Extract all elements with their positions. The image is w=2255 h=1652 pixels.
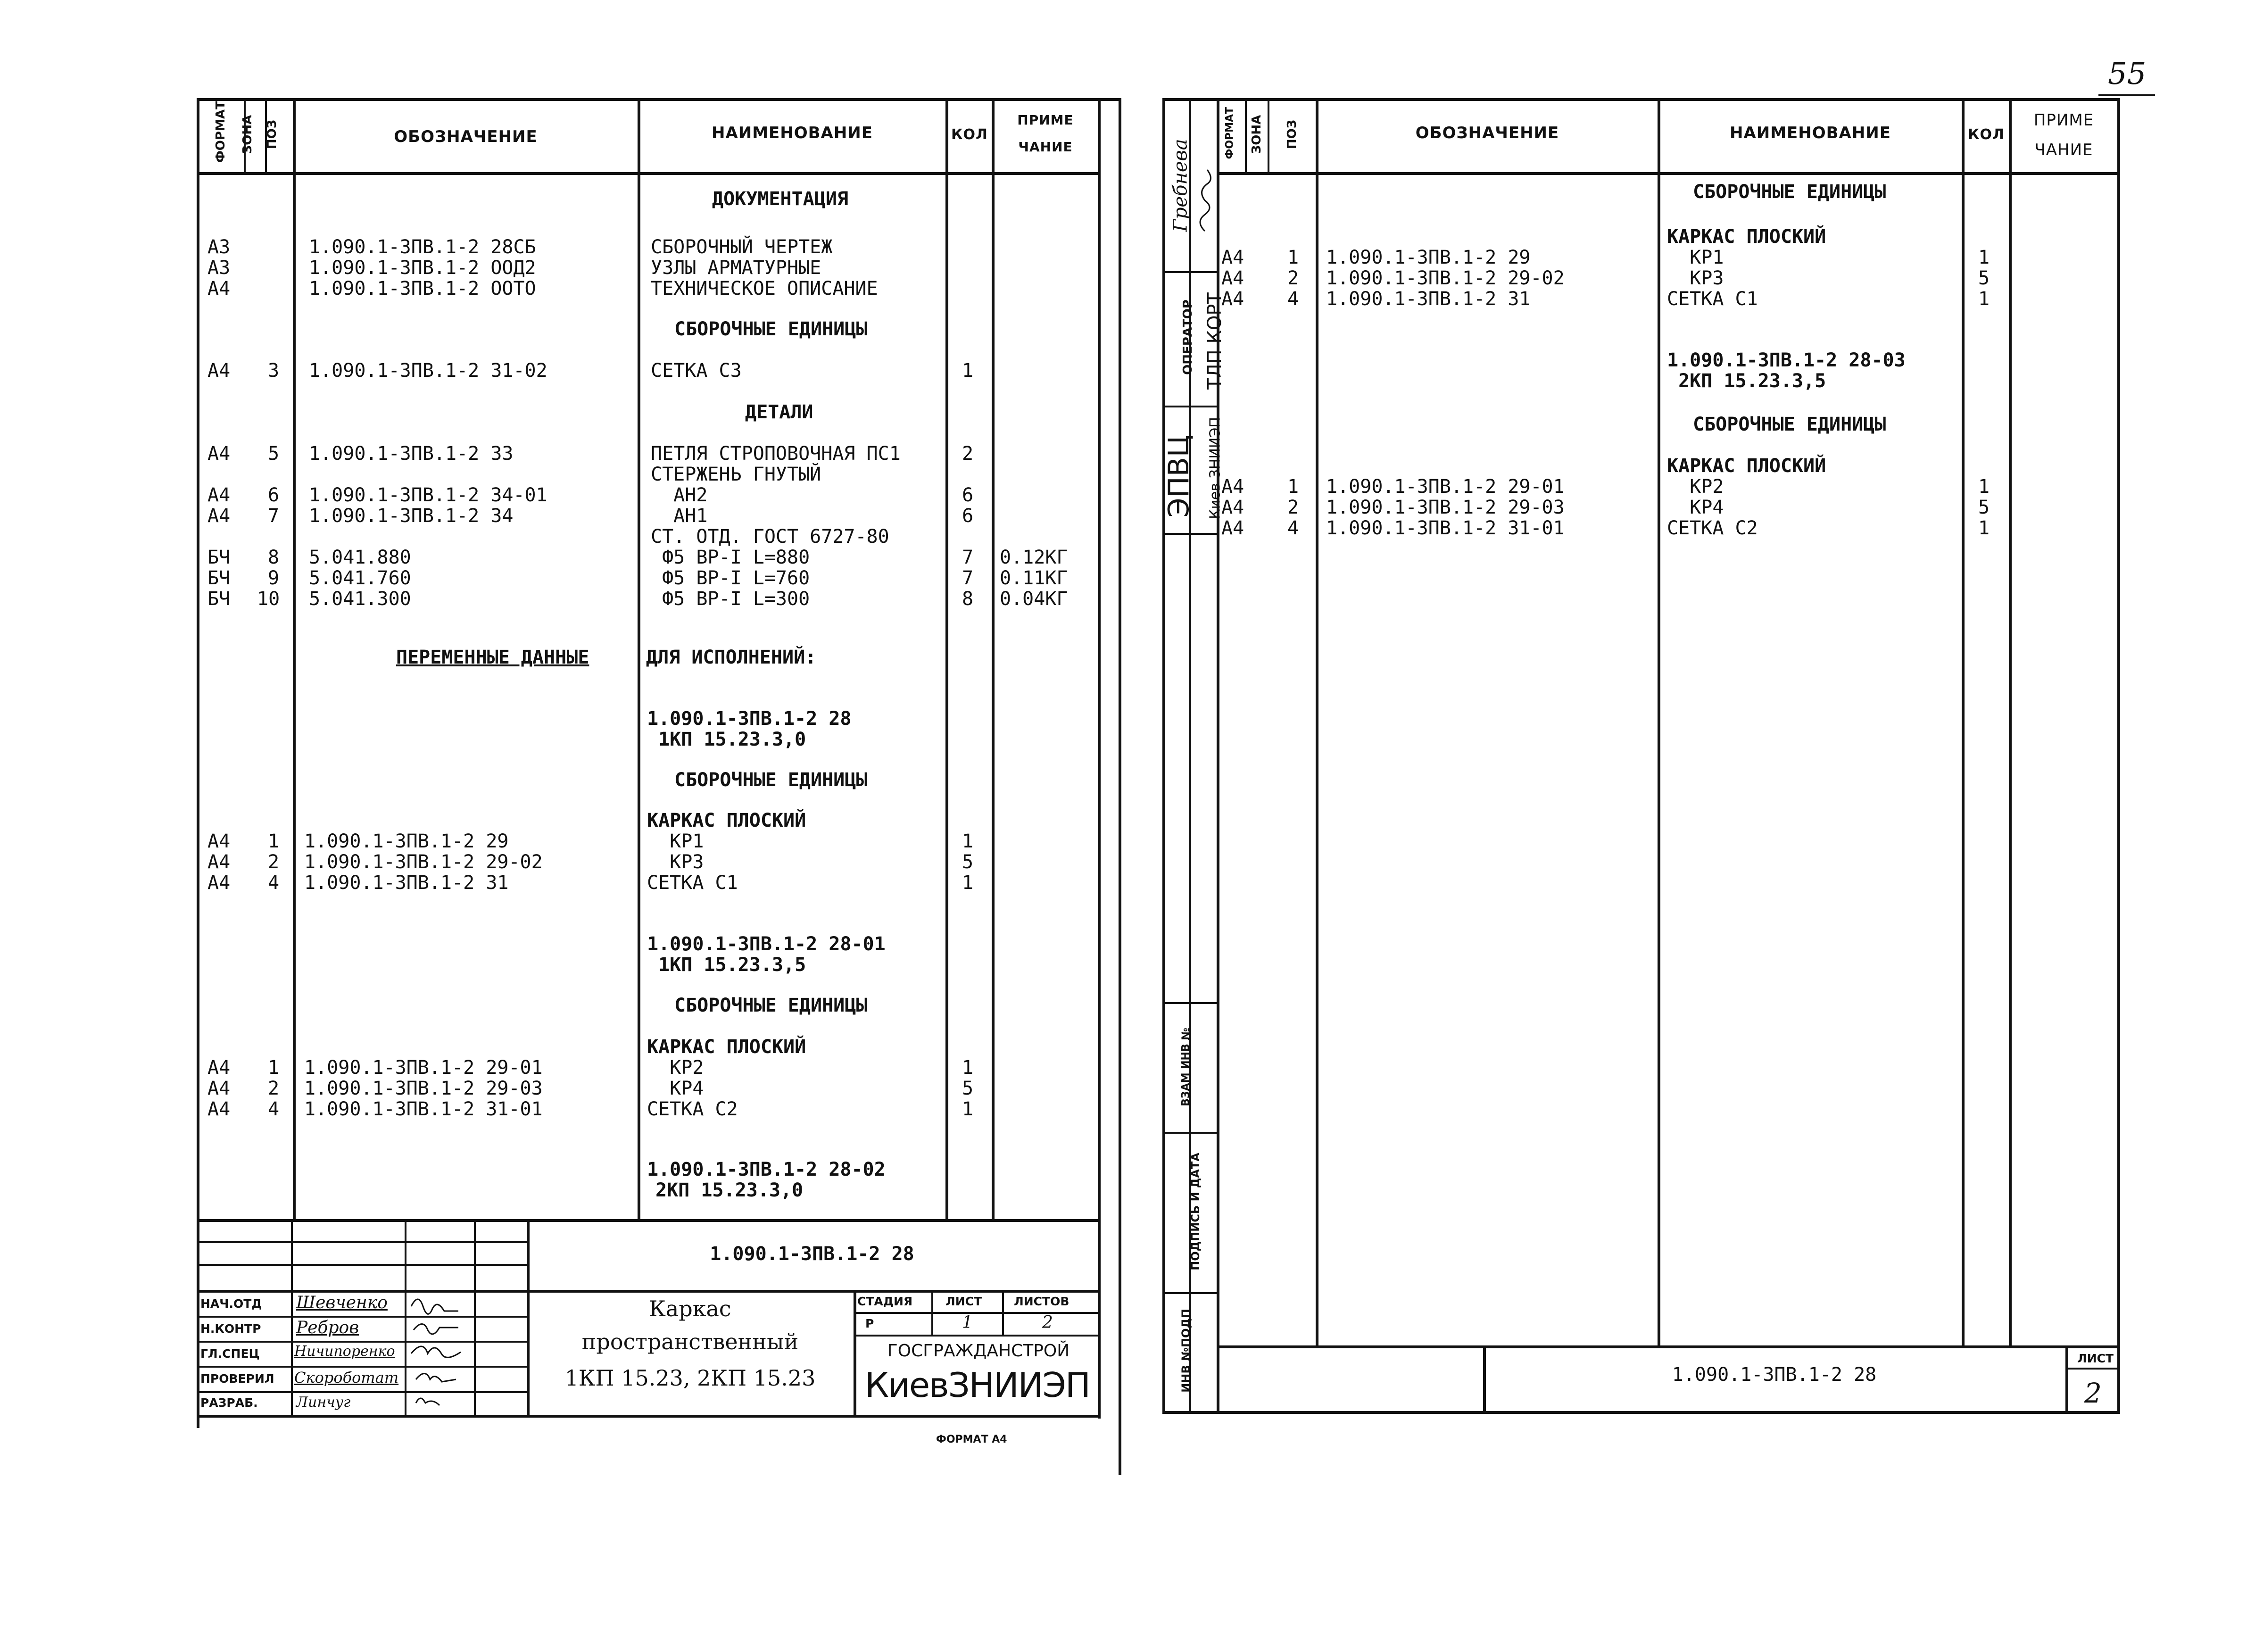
s1-name: 1.090.1-3ПВ.1-2 28-02	[647, 1159, 886, 1180]
s1-designation: 1.090.1-3ПВ.1-2 29-03	[304, 1078, 543, 1099]
s1-format: А4	[207, 505, 231, 527]
s1-name: ДЛЯ ИСПОЛНЕНИЙ:	[646, 647, 817, 668]
s2-sheet-number: 2	[2084, 1377, 2102, 1409]
s1-format: А3	[207, 257, 231, 279]
s1-designation: 1.090.1-3ПВ.1-2 ООТО	[309, 278, 536, 299]
s2-format: А4	[1221, 476, 1244, 498]
stamp-signature	[1193, 160, 1216, 236]
s1-pos: 4	[268, 872, 280, 894]
s1-name: Ф5 ВР-I L=880	[651, 547, 810, 568]
s2-name: КР1	[1667, 247, 1724, 268]
header-designation: ОБОЗНАЧЕНИЕ	[394, 127, 538, 146]
product-line-2: пространственный	[581, 1329, 799, 1354]
s2-qty: 1	[1978, 288, 1990, 310]
signer-1: Ребров	[296, 1318, 359, 1337]
stamp-operator-value: ТЛП КОРТ	[1204, 292, 1226, 390]
signer-3: Скороботат	[294, 1369, 399, 1386]
s1-qty: 5	[962, 851, 974, 873]
product-line-3: 1КП 15.23, 2КП 15.23	[564, 1365, 816, 1391]
s1-designation: 1.090.1-3ПВ.1-2 28СБ	[309, 236, 536, 258]
s2-header-qty: КОЛ	[1968, 126, 2005, 143]
signature-2	[411, 1346, 461, 1357]
s1-name: Ф5 ВР-I L=300	[651, 588, 810, 610]
s1-pos: 8	[268, 547, 280, 568]
s2-format: А4	[1221, 288, 1244, 310]
sheets-value: 2	[1042, 1313, 1053, 1332]
s1-qty: 5	[962, 1078, 974, 1099]
s1-qty: 1	[962, 872, 974, 894]
s1-name: АН2	[651, 484, 708, 506]
s1-designation: 5.041.880	[309, 547, 411, 568]
s1-format: БЧ	[207, 588, 231, 610]
s2-name: СБОРОЧНЫЕ ЕДИНИЦЫ	[1693, 414, 1886, 435]
s1-qty: 1	[962, 360, 974, 382]
s2-pos: 2	[1287, 267, 1299, 289]
s2-sheet-label: ЛИСТ	[2077, 1352, 2114, 1365]
s2-qty: 1	[1978, 517, 1990, 539]
role-4: РАЗРАБ.	[200, 1396, 258, 1410]
header-zone: ЗОНА	[240, 115, 255, 154]
s1-note: 0.12КГ	[1000, 547, 1068, 568]
s2-designation: 1.090.1-3ПВ.1-2 31	[1326, 288, 1531, 310]
s1-name: КР3	[647, 851, 704, 873]
s1-format: А4	[207, 278, 231, 299]
s1-designation: 1.090.1-3ПВ.1-2 29-02	[304, 851, 543, 873]
s1-name: КАРКАС ПЛОСКИЙ	[647, 810, 806, 831]
format-label: ФОРМАТ А4	[936, 1434, 1007, 1445]
s1-name: СЕТКА С3	[651, 360, 742, 382]
s1-designation: 1.090.1-3ПВ.1-2 29-01	[304, 1057, 543, 1079]
s1-name: ДЕТАЛИ	[745, 401, 813, 423]
s2-name: 1.090.1-3ПВ.1-2 28-03	[1667, 349, 1906, 371]
s1-designation: 1.090.1-3ПВ.1-2 31	[304, 872, 509, 894]
header-qty: КОЛ	[951, 126, 988, 143]
s2-qty: 5	[1978, 497, 1990, 518]
s1-qty: 8	[962, 588, 974, 610]
signer-4: Линчуг	[296, 1394, 351, 1411]
s1-format: А4	[207, 360, 231, 382]
stamp-center-sub: Киев ЗНИИЭП	[1207, 417, 1224, 519]
s2-designation: 1.090.1-3ПВ.1-2 29-01	[1326, 476, 1565, 498]
s2-name: СЕТКА С2	[1667, 517, 1758, 539]
stamp-name-1: Гребнева	[1169, 139, 1192, 232]
s1-name: Ф5 ВР-I L=760	[651, 567, 810, 589]
s1-name: УЗЛЫ АРМАТУРНЫЕ	[651, 257, 821, 279]
s1-qty: 1	[962, 830, 974, 852]
s2-designation: 1.090.1-3ПВ.1-2 31-01	[1326, 517, 1565, 539]
signer-0: Шевченко	[296, 1293, 388, 1312]
signer-2: Ничипоренко	[294, 1343, 395, 1360]
signature-1	[414, 1324, 458, 1334]
role-3: ПРОВЕРИЛ	[200, 1372, 274, 1386]
s1-format: А4	[207, 1078, 231, 1099]
s1-name: СТ. ОТД. ГОСТ 6727-80	[651, 526, 889, 548]
s2-designation: 1.090.1-3ПВ.1-2 29-03	[1326, 497, 1565, 518]
s1-pos: 9	[268, 567, 280, 589]
doc-code: 1.090.1-3ПВ.1-2 28	[710, 1243, 914, 1265]
s2-format: А4	[1221, 247, 1244, 268]
s1-name: СТЕРЖЕНЬ ГНУТЫЙ	[651, 464, 821, 485]
s1-designation: 1.090.1-3ПВ.1-2 34-01	[309, 484, 547, 506]
role-0: НАЧ.ОТД	[200, 1297, 262, 1311]
sheet-label: ЛИСТ	[945, 1295, 982, 1308]
s1-name: СЕТКА С2	[647, 1098, 738, 1120]
s1-designation: 1.090.1-3ПВ.1-2 34	[309, 505, 514, 527]
s1-name: 1КП 15.23.3,0	[647, 729, 806, 750]
s1-qty: 7	[962, 567, 974, 589]
signature-0	[411, 1299, 458, 1314]
s1-name: КР4	[647, 1078, 704, 1099]
s1-pos: 2	[268, 1078, 280, 1099]
s1-pos: 7	[268, 505, 280, 527]
s1-name: СБОРОЧНЫЙ ЧЕРТЕЖ	[651, 236, 833, 258]
s2-header-note-1: ПРИМЕ	[2033, 111, 2094, 130]
s1-qty: 2	[962, 443, 974, 465]
s2-name: СЕТКА С1	[1667, 288, 1758, 310]
s1-pos: 5	[268, 443, 280, 465]
s1-format: А4	[207, 1098, 231, 1120]
s1-name: 1.090.1-3ПВ.1-2 28-01	[647, 933, 886, 955]
s1-format: А3	[207, 236, 231, 258]
s1-name: 1.090.1-3ПВ.1-2 28	[647, 708, 852, 730]
s2-format: А4	[1221, 517, 1244, 539]
stamp-center: ЭПВЦ	[1162, 435, 1195, 518]
s2-format: А4	[1221, 267, 1244, 289]
s1-name: 2КП 15.23.3,0	[655, 1179, 804, 1201]
sheet-value: 1	[962, 1313, 973, 1332]
header-pos: ПОЗ	[265, 119, 279, 149]
stamp-operator-label: ОПЕРАТОР	[1181, 299, 1195, 375]
s2-qty: 1	[1978, 476, 1990, 498]
page-number: 55	[2108, 57, 2147, 91]
s1-name: АН1	[651, 505, 708, 527]
s2-header-designation: ОБОЗНАЧЕНИЕ	[1415, 124, 1559, 142]
s2-designation: 1.090.1-3ПВ.1-2 29-02	[1326, 267, 1565, 289]
s1-name: КР2	[647, 1057, 704, 1079]
org-line-2: КиевЗНИИЭП	[864, 1365, 1090, 1405]
s1-pos: 1	[268, 830, 280, 852]
s2-name: КАРКАС ПЛОСКИЙ	[1667, 226, 1826, 248]
s2-header-pos: ПОЗ	[1285, 119, 1299, 149]
s2-qty: 5	[1978, 267, 1990, 289]
s1-name: СБОРОЧНЫЕ ЕДИНИЦЫ	[674, 995, 868, 1016]
s1-pos: 10	[257, 588, 280, 610]
s2-name: КР4	[1667, 497, 1724, 518]
page-number-underline	[2098, 94, 2155, 96]
s1-name: ТЕХНИЧЕСКОЕ ОПИСАНИЕ	[651, 278, 878, 299]
sheets-label: ЛИСТОВ	[1014, 1295, 1069, 1308]
s1-qty: 1	[962, 1098, 974, 1120]
product-line-1: Каркас	[649, 1296, 731, 1321]
s2-pos: 4	[1287, 517, 1299, 539]
s1-designation: 1.090.1-3ПВ.1-2 33	[309, 443, 514, 465]
s1-name: КР1	[647, 830, 704, 852]
s1-name: СБОРОЧНЫЕ ЕДИНИЦЫ	[674, 769, 868, 791]
s1-qty: 7	[962, 547, 974, 568]
s2-header-name: НАИМЕНОВАНИЕ	[1729, 124, 1891, 142]
s1-name: СЕТКА С1	[647, 872, 738, 894]
signature-marks	[406, 1292, 473, 1415]
header-format: ФОРМАТ	[214, 101, 228, 163]
header-note-1: ПРИМЕ	[1017, 112, 1074, 128]
s1-pos: 1	[268, 1057, 280, 1079]
s1-designation: 5.041.300	[309, 588, 411, 610]
org-line-1: ГОСГРАЖДАНСТРОЙ	[887, 1341, 1070, 1361]
s1-qty: 6	[962, 484, 974, 506]
s2-header-zone: ЗОНА	[1250, 115, 1264, 154]
s2-doc-code: 1.090.1-3ПВ.1-2 28	[1672, 1364, 1877, 1386]
s1-format: БЧ	[207, 567, 231, 589]
s1-designation: 1.090.1-3ПВ.1-2 ООД2	[309, 257, 536, 279]
s1-designation: 1.090.1-3ПВ.1-2 29	[304, 830, 509, 852]
s1-format: А4	[207, 443, 231, 465]
s1-designation: ПЕРЕМЕННЫЕ ДАННЫЕ	[396, 647, 589, 668]
s1-name: ДОКУМЕНТАЦИЯ	[712, 188, 848, 210]
s1-format: А4	[207, 872, 231, 894]
s1-note: 0.04КГ	[1000, 588, 1068, 610]
header-note-2: ЧАНИЕ	[1018, 139, 1073, 155]
s1-format: А4	[207, 830, 231, 852]
s2-pos: 1	[1287, 247, 1299, 268]
s1-name: СБОРОЧНЫЕ ЕДИНИЦЫ	[674, 318, 868, 340]
s2-header-format: ФОРМАТ	[1224, 107, 1236, 159]
s1-name: ПЕТЛЯ СТРОПОВОЧНАЯ ПС1	[651, 443, 901, 465]
s1-qty: 1	[962, 1057, 974, 1079]
s1-format: А4	[207, 851, 231, 873]
signature-4	[416, 1398, 439, 1405]
signature-3	[416, 1374, 456, 1382]
s1-name: 1КП 15.23.3,5	[647, 954, 806, 976]
s1-pos: 4	[268, 1098, 280, 1120]
s2-header-note-2: ЧАНИЕ	[2034, 141, 2093, 159]
s1-format: А4	[207, 484, 231, 506]
s1-pos: 3	[268, 360, 280, 382]
s2-name: КР3	[1667, 267, 1724, 289]
stamp-inv: ИНВ №ПОДП	[1179, 1309, 1193, 1393]
s1-qty: 6	[962, 505, 974, 527]
s2-designation: 1.090.1-3ПВ.1-2 29	[1326, 247, 1531, 268]
role-1: Н.КОНТР	[200, 1322, 261, 1336]
role-2: ГЛ.СПЕЦ	[200, 1347, 260, 1361]
s2-name: КР2	[1667, 476, 1724, 498]
s2-pos: 4	[1287, 288, 1299, 310]
s2-name: СБОРОЧНЫЕ ЕДИНИЦЫ	[1693, 181, 1886, 203]
header-name: НАИМЕНОВАНИЕ	[711, 124, 873, 142]
s1-name: КАРКАС ПЛОСКИЙ	[647, 1036, 806, 1058]
s2-qty: 1	[1978, 247, 1990, 268]
s1-pos: 6	[268, 484, 280, 506]
s1-designation: 5.041.760	[309, 567, 411, 589]
stamp-podpis: ПОДПИСЬ И ДАТА	[1189, 1153, 1202, 1270]
s2-name: 2КП 15.23.3,5	[1667, 370, 1826, 392]
s1-designation: 1.090.1-3ПВ.1-2 31-01	[304, 1098, 543, 1120]
s1-note: 0.11КГ	[1000, 567, 1068, 589]
s1-format: БЧ	[207, 547, 231, 568]
s1-pos: 2	[268, 851, 280, 873]
stamp-vzam: ВЗАМ ИНВ №	[1180, 1028, 1192, 1106]
s2-pos: 2	[1287, 497, 1299, 518]
stage-label: СТАДИЯ	[857, 1295, 913, 1308]
s1-format: А4	[207, 1057, 231, 1079]
s1-designation: 1.090.1-3ПВ.1-2 31-02	[309, 360, 547, 382]
s2-format: А4	[1221, 497, 1244, 518]
s2-name: КАРКАС ПЛОСКИЙ	[1667, 455, 1826, 477]
s2-pos: 1	[1287, 476, 1299, 498]
stage-value: Р	[865, 1317, 874, 1330]
